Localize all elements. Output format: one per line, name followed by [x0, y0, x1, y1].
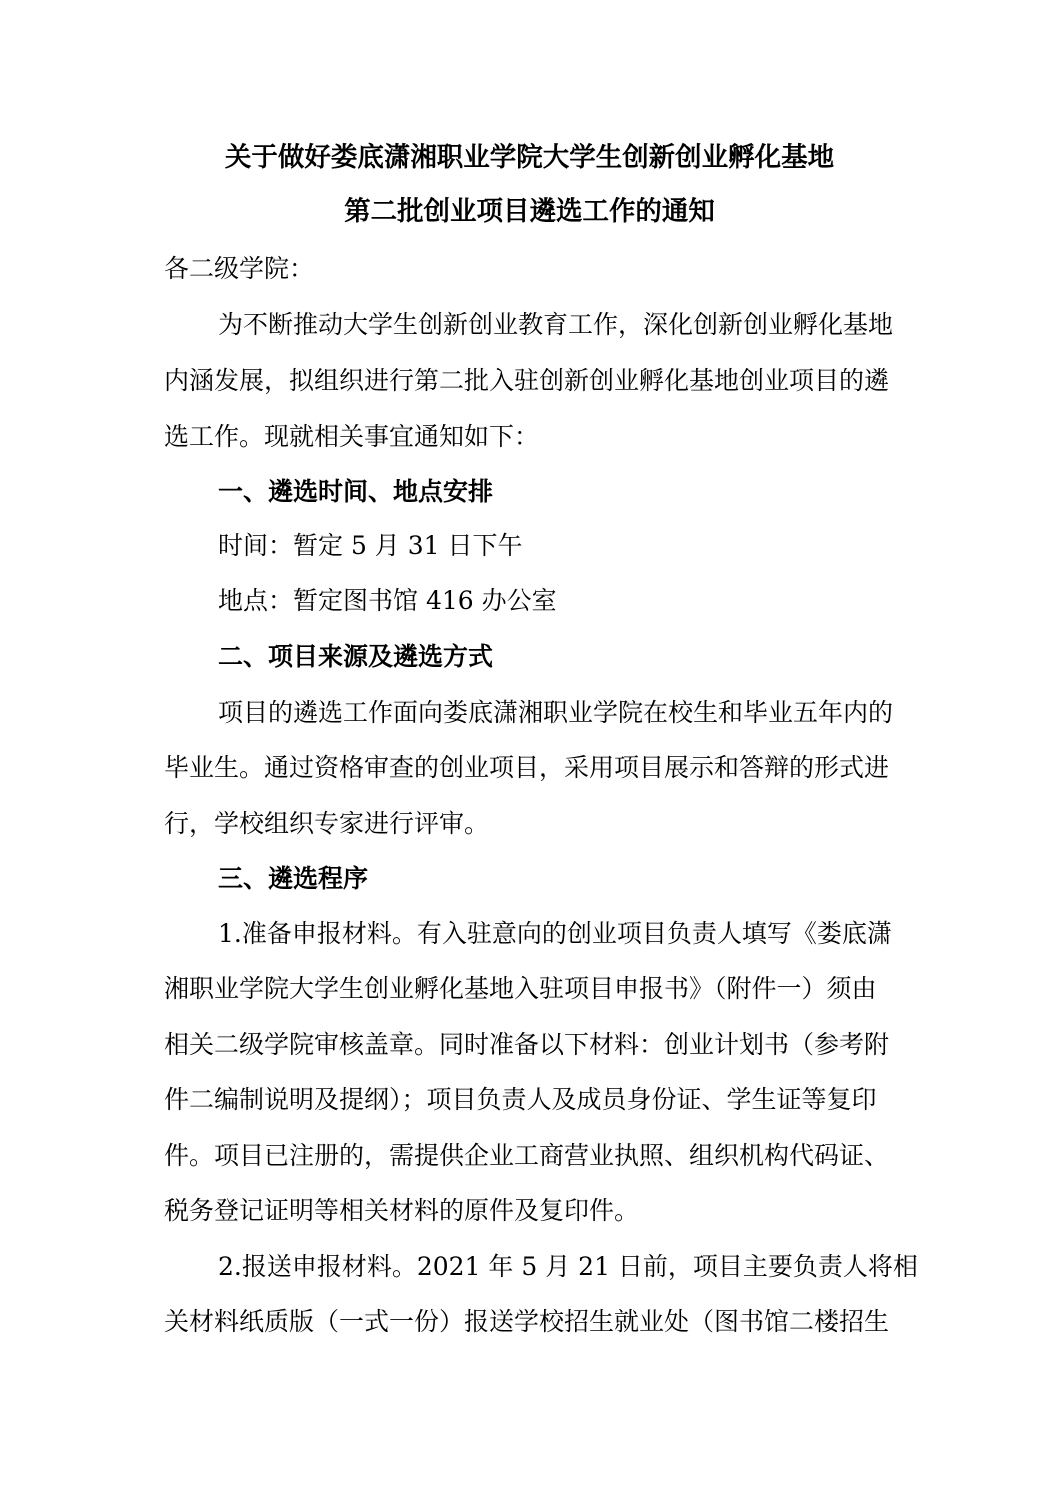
section-3-item-1-line: 相关二级学院审核盖章。同时准备以下材料：创业计划书（参考附 [164, 1030, 890, 1059]
section-3-item-2-line: 2.报送申报材料。2021 年 5 月 21 日前，项目主要负责人将相 [218, 1252, 918, 1281]
section-3-item-1-line: 件二编制说明及提纲）；项目负责人及成员身份证、学生证等复印 [164, 1085, 877, 1114]
salutation: 各二级学院： [164, 254, 315, 283]
section-3-heading: 三、遴选程序 [218, 864, 369, 893]
intro-line: 为不断推动大学生创新创业教育工作，深化创新创业孵化基地 [218, 310, 894, 339]
section-2-line: 行，学校组织专家进行评审。 [164, 809, 490, 838]
section-3-item-1-line: 1.准备申报材料。有入驻意向的创业项目负责人填写《娄底潇 [218, 919, 892, 948]
section-3-item-1-line: 湘职业学院大学生创业孵化基地入驻项目申报书》（附件一）须由 [164, 974, 877, 1003]
intro-line: 选工作。现就相关事宜通知如下： [164, 422, 540, 451]
section-1-time: 时间：暂定 5 月 31 日下午 [218, 531, 523, 560]
intro-line: 内涵发展，拟组织进行第二批入驻创新创业孵化基地创业项目的遴 [164, 366, 890, 395]
section-3-item-2-line: 关材料纸质版（一式一份）报送学校招生就业处（图书馆二楼招生 [164, 1307, 890, 1336]
document-title-line-1: 关于做好娄底潇湘职业学院大学生创新创业孵化基地 [224, 142, 835, 173]
section-2-line: 项目的遴选工作面向娄底潇湘职业学院在校生和毕业五年内的 [218, 698, 894, 727]
section-1-heading: 一、遴选时间、地点安排 [218, 477, 494, 506]
section-1-place: 地点：暂定图书馆 416 办公室 [218, 586, 557, 615]
section-2-heading: 二、项目来源及遴选方式 [218, 642, 494, 671]
section-2-line: 毕业生。通过资格审查的创业项目，采用项目展示和答辩的形式进 [164, 753, 890, 782]
section-3-item-1-line: 件。项目已注册的，需提供企业工商营业执照、组织机构代码证、 [164, 1141, 890, 1170]
section-3-item-1-line: 税务登记证明等相关材料的原件及复印件。 [164, 1196, 640, 1225]
document-title-line-2: 第二批创业项目遴选工作的通知 [344, 196, 715, 227]
